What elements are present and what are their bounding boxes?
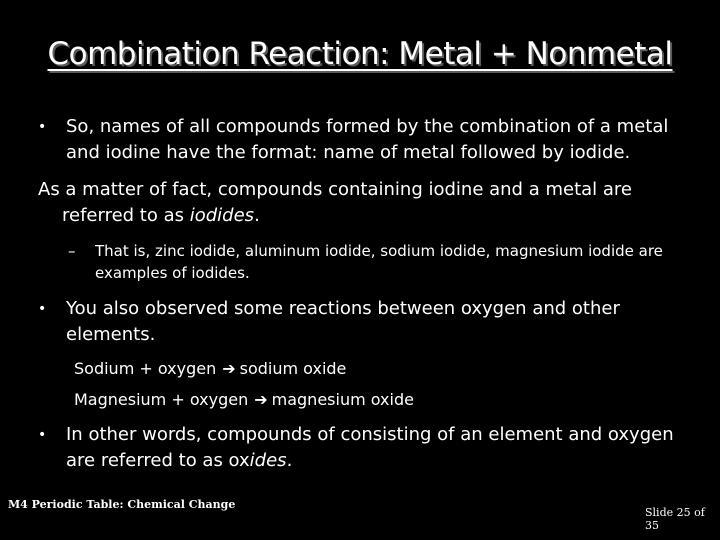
reaction-sodium xyxy=(74,359,346,378)
bullet-point-2 xyxy=(30,296,670,348)
bullet-marker: • xyxy=(38,301,47,317)
bullet-text-2: You also observed some reactions between oxygen and other elements. xyxy=(66,298,620,345)
bullet-text-3-end: . xyxy=(286,450,293,471)
paragraph-iodides-term: iodides xyxy=(189,205,255,226)
bullet-text-1: So, names of all compounds formed by the combination of a metal and iodine have the format: name of metal followed by iodide. xyxy=(66,116,669,163)
reaction-magnesium xyxy=(74,390,414,409)
bullet-marker: • xyxy=(38,427,47,443)
bullet-text-3: In other words, compounds of consisting of an element and oxygen are referred to as ox xyxy=(66,424,674,471)
slide-title: Combination Reaction: Metal + Nonmetal xyxy=(47,36,673,72)
footer-course-label: M4 Periodic Table: Chemical Change xyxy=(8,498,236,511)
sub-bullet-text: That is, zinc iodide, aluminum iodide, sodium iodide, magnesium iodide are examples of iodides. xyxy=(95,242,663,282)
arrow-icon: ➔ xyxy=(254,390,268,409)
bullet-point-1 xyxy=(30,114,690,166)
paragraph-iodides-text: As a matter of fact, compounds containing iodine and a metal are referred to as xyxy=(38,179,632,226)
bullet-text-3-italic: ides xyxy=(249,450,287,471)
arrow-icon: ➔ xyxy=(222,359,236,378)
dash-marker: – xyxy=(68,242,76,260)
bullet-marker: • xyxy=(38,119,47,135)
reaction-sodium-reactants: Sodium + oxygen xyxy=(74,359,217,378)
paragraph-iodides-end: . xyxy=(254,205,260,226)
slide-number: Slide 25 of 35 xyxy=(645,506,705,532)
reaction-sodium-product: sodium oxide xyxy=(239,359,347,378)
sub-bullet xyxy=(68,240,708,284)
reaction-magnesium-reactants: Magnesium + oxygen xyxy=(74,390,249,409)
reaction-magnesium-product: magnesium oxide xyxy=(271,390,414,409)
paragraph-iodides xyxy=(38,177,682,229)
bullet-point-3 xyxy=(30,422,690,474)
